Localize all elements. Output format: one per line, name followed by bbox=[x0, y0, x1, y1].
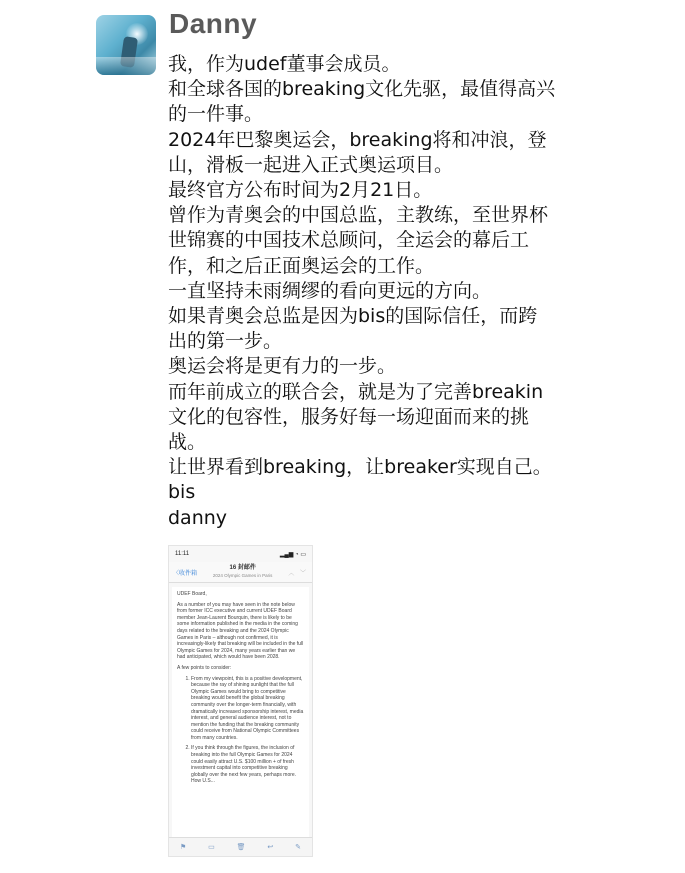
chevron-up-down-icon: ︿ ﹀ bbox=[288, 570, 308, 577]
mail-toolbar bbox=[169, 837, 312, 856]
message-line: 作，和之后正面奥运会的工作。 bbox=[168, 254, 435, 277]
compose-icon: ✎ bbox=[295, 844, 302, 851]
mail-subject: 2024 Olympic Games in Paris bbox=[212, 573, 273, 578]
mail-paragraph: A few points to consider: bbox=[177, 664, 232, 671]
message-line: 如果青奥会总监是因为bis的国际信任，而跨 bbox=[168, 305, 538, 328]
reply-icon: ↩ bbox=[267, 844, 274, 851]
mail-count: 16 封邮件 bbox=[229, 565, 256, 571]
message-line: 让世界看到breaking，让breaker实现自己。 bbox=[168, 456, 552, 479]
mail-salutation: UDEF Board, bbox=[177, 591, 207, 597]
status-time: 11:11 bbox=[175, 551, 190, 557]
message-line: 一直坚持未雨绸缪的看向更远的方向。 bbox=[168, 279, 492, 302]
message-line: bis bbox=[168, 481, 196, 504]
message-line: 曾作为青奥会的中国总监，主教练，至世界杯 bbox=[168, 204, 549, 227]
mail-nav-bar bbox=[169, 562, 312, 583]
status-signal-icon: ▂▄▆ ◔ ▭ bbox=[279, 551, 306, 558]
flag-icon: ⚑ bbox=[179, 844, 187, 851]
message-line: 而年前成立的联合会，就是为了完善breakin bbox=[168, 380, 544, 403]
message-bubble bbox=[168, 52, 628, 531]
message-line: 的一件事。 bbox=[168, 103, 264, 126]
message-line: 2024年巴黎奥运会，breaking将和冲浪，登 bbox=[168, 128, 547, 151]
message-line: 我，作为udef董事会成员。 bbox=[168, 53, 401, 75]
message-line: 最终官方公布时间为2月21日。 bbox=[168, 179, 433, 202]
message-line: 山，滑板一起进入正式奥运项目。 bbox=[168, 153, 454, 176]
mail-paragraph: As a number of you may have seen in the note below from former ICC executive and current UDEF Board member Jean-Laurent Bourquin, there is likely to be some information published in the media in the coming days related to the breaking and the 2024 Olympic Games in Paris – although not confirmed, it is increasingly-likely that breaking will be included in the full Olympic Games for 2024, many years earlier than we had anticipated, which would have been 2028. bbox=[177, 601, 304, 661]
email-screenshot-image[interactable] bbox=[168, 545, 313, 857]
mail-point: 2. If you think through the figures, the inclusion of breaking into the full Olympic Games for 2024 could easily attract U.S. $100 million + of fresh investment capital into competitive breaking globally over the next few years, perhaps more. How U.S... bbox=[191, 745, 304, 785]
message-line: 世锦赛的中国技术总顾问，全运会的幕后工 bbox=[168, 229, 530, 252]
phone-status-bar bbox=[169, 546, 312, 562]
back-to-inbox-link: 〈收件箱 bbox=[173, 570, 198, 577]
message-line: 出的第一步。 bbox=[168, 330, 283, 353]
message-line: 和全球各国的breaking文化先驱，最值得高兴 bbox=[168, 78, 556, 101]
folder-icon: ▭ bbox=[208, 844, 215, 851]
avatar[interactable] bbox=[96, 15, 156, 75]
sender-name: Danny bbox=[169, 8, 258, 39]
mail-points-list bbox=[177, 676, 304, 786]
message-line: 战。 bbox=[168, 431, 207, 454]
mail-body bbox=[172, 587, 309, 843]
mail-nav-title bbox=[213, 565, 273, 579]
mail-point: 1. From my viewpoint, this is a positive development, because the ray of shining sunlight that the full Olympic Games would bring to competitive breaking would benefit the global breaking community over the longer-term financially, with dramatically increased sponsorship interest, media interest, and general audience interest, not to mention the funding that the breaking community could receive from National Olympic Committees from many countries. bbox=[191, 676, 304, 742]
message-line: 奥运会将是更有力的一步。 bbox=[168, 355, 397, 378]
message-line: 文化的包容性，服务好每一场迎面而来的挑 bbox=[168, 405, 530, 428]
message-line: danny bbox=[168, 506, 228, 529]
trash-icon: 🗑 bbox=[236, 844, 246, 851]
avatar-wave-shape bbox=[96, 57, 156, 75]
